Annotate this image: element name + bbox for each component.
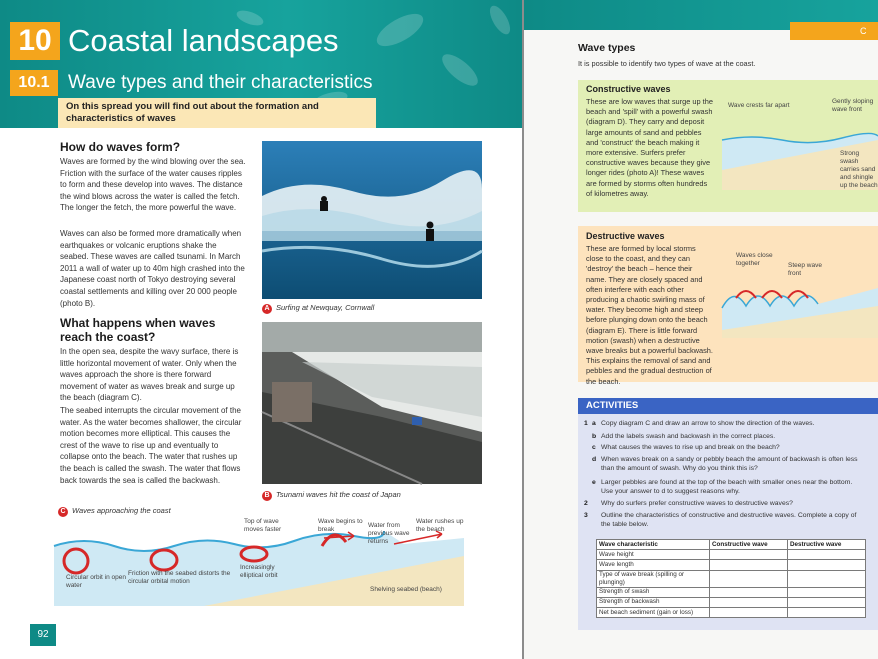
table-header-row bbox=[597, 540, 866, 550]
page-tab: C bbox=[790, 22, 878, 40]
wave-characteristics-table bbox=[596, 539, 866, 618]
paragraph-reach-1: In the open sea, despite the wavy surface, there is little horizontal movement of water. Only when the waves approach the shore is there forward movement of water as waves break and surge up the beach (diagram C). bbox=[60, 347, 239, 403]
surfing-photo-image bbox=[262, 141, 482, 299]
photo-a-surfing bbox=[262, 141, 482, 299]
activity-sub-letter: e bbox=[592, 479, 596, 486]
paragraph-form-1: Waves are formed by the wind blowing over the sea. Friction with the surface of the water causes ripples to form and these develop into waves. The distance the wind blows across the water is called the fetch. The longer the fetch, the more powerful the wave. bbox=[60, 157, 246, 213]
page-number: 92 bbox=[30, 624, 56, 646]
table-cell-characteristic: Type of wave break (spilling or plunging) bbox=[597, 570, 710, 587]
activity-text: Add the labels swash and backwash in the correct places. bbox=[601, 433, 776, 440]
intro-box: On this spread you will find out about the formation and characteristics of waves bbox=[58, 98, 376, 128]
activity-item bbox=[584, 500, 868, 509]
diagram-c-caption-text: Waves approaching the coast bbox=[72, 506, 171, 515]
photo-b-caption bbox=[262, 490, 401, 501]
destructive-title: Destructive waves bbox=[586, 231, 665, 241]
table-cell-characteristic: Wave height bbox=[597, 550, 710, 560]
activity-text: Why do surfers prefer constructive waves to destructive waves? bbox=[601, 500, 793, 507]
label-waves-close: Waves close together bbox=[736, 252, 773, 267]
section-title: Wave types and their characteristics bbox=[68, 72, 373, 93]
activity-text: Outline the characteristics of constructive and destructive waves. Complete a copy of the table below. bbox=[601, 512, 857, 528]
activity-item bbox=[584, 456, 868, 473]
table-cell-constructive bbox=[709, 560, 787, 570]
table-cell-destructive bbox=[787, 560, 865, 570]
table-row bbox=[597, 560, 866, 570]
tsunami-photo-image bbox=[262, 322, 482, 484]
photo-b-caption-text: Tsunami waves hit the coast of Japan bbox=[276, 490, 401, 499]
table-header: Wave characteristic bbox=[597, 540, 710, 550]
paragraph-form-2: Waves can also be formed more dramatically when earthquakes or volcanic eruptions shake the seabed. These waves are called tsunami. In March 2011 a wall of water up to 40m high crashed into the Japanese coast north of Tokyo destroying several coastal settlements and killing over 20 000 people (photo B). bbox=[60, 229, 245, 308]
label-strong-swash: Strong swash carries sand and shingle up the beach bbox=[840, 150, 878, 189]
heading-waves-reach-coast: What happens when waves reach the coast? bbox=[60, 316, 216, 344]
table-cell-destructive bbox=[787, 597, 865, 607]
photo-a-marker: A bbox=[262, 304, 272, 314]
photo-a-caption bbox=[262, 303, 374, 314]
table-row bbox=[597, 570, 866, 587]
activity-item bbox=[584, 512, 868, 529]
activity-number: 1 bbox=[584, 420, 588, 427]
section-number: 10.1 bbox=[10, 70, 58, 96]
activity-sub-letter: c bbox=[592, 444, 596, 451]
label-wave-begins: Wave begins to break bbox=[318, 518, 363, 533]
label-top-of-wave: Top of wave moves faster bbox=[244, 518, 282, 533]
constructive-title: Constructive waves bbox=[586, 84, 671, 94]
activity-number: 2 bbox=[584, 500, 588, 507]
table-cell-constructive bbox=[709, 587, 787, 597]
label-friction: Friction with the seabed distorts the circular orbital motion bbox=[128, 570, 231, 585]
table-cell-constructive bbox=[709, 607, 787, 617]
table-row bbox=[597, 597, 866, 607]
activity-item bbox=[584, 444, 868, 453]
table-cell-characteristic: Strength of backwash bbox=[597, 597, 710, 607]
activity-sub-letter: b bbox=[592, 433, 597, 440]
label-shelving-seabed: Shelving seabed (beach) bbox=[370, 586, 442, 593]
paragraph-wave-types: It is possible to identify two types of wave at the coast. bbox=[578, 59, 756, 68]
photo-b-marker: B bbox=[262, 491, 272, 501]
label-gently-sloping: Gently sloping wave front bbox=[832, 98, 874, 113]
chapter-title: Coastal landscapes bbox=[68, 23, 339, 58]
table-row bbox=[597, 550, 866, 560]
table-cell-constructive bbox=[709, 570, 787, 587]
diagram-c-marker: C bbox=[58, 507, 68, 517]
label-circular-orbit: Circular orbit in open water bbox=[66, 574, 126, 589]
diagram-e-destructive bbox=[722, 268, 878, 338]
activity-text: What causes the waves to rise up and break on the beach? bbox=[601, 444, 780, 451]
label-steep-front: Steep wave front bbox=[788, 262, 822, 277]
table-cell-characteristic: Wave length bbox=[597, 560, 710, 570]
heading-wave-types: Wave types bbox=[578, 42, 636, 54]
table-header: Constructive wave bbox=[709, 540, 787, 550]
table-row bbox=[597, 607, 866, 617]
table-cell-characteristic: Net beach sediment (gain or loss) bbox=[597, 607, 710, 617]
heading-how-waves-form: How do waves form? bbox=[60, 140, 181, 154]
table-cell-characteristic: Strength of swash bbox=[597, 587, 710, 597]
activity-sub-letter: d bbox=[592, 456, 597, 463]
photo-b-tsunami bbox=[262, 322, 482, 484]
activity-item bbox=[584, 479, 868, 496]
activity-sub-letter: a bbox=[592, 420, 596, 427]
table-cell-destructive bbox=[787, 607, 865, 617]
activity-text: Larger pebbles are found at the top of the beach with smaller ones near the bottom. Use your answer to d to suggest reasons why. bbox=[601, 479, 853, 495]
destructive-text-column: These are formed by local storms close to the coast, and they can 'destroy' the beach – hence their name. They are closely spaced and often interfere with each other producing a chaotic swirling mass of water. They become high and steep before plunging down onto the beach (diagram E). There is little forward motion (swash) when a destructive wave breaks but a powerful backwash. This explains the removal of sand and pebbles and the gradual destruction of the beach. bbox=[586, 244, 713, 386]
table-row bbox=[597, 587, 866, 597]
table-cell-constructive bbox=[709, 550, 787, 560]
label-wave-crests: Wave crests far apart bbox=[728, 102, 790, 109]
label-elliptical-orbit: Increasingly elliptical orbit bbox=[240, 564, 278, 579]
activity-text: Copy diagram C and draw an arrow to show the direction of the waves. bbox=[601, 420, 815, 427]
table-cell-destructive bbox=[787, 570, 865, 587]
table-cell-constructive bbox=[709, 597, 787, 607]
photo-a-caption-text: Surfing at Newquay, Cornwall bbox=[276, 303, 375, 312]
constructive-text: These are low waves that surge up the beach and 'spill' with a powerful swash (diagram D). They carry and deposit large amounts of sand and pebbles and 'construct' the beach making it more extensive. Surfers prefer constructive waves because they give longer rides (photo A)! These waves are formed by storms often hundreds of kilometres away. bbox=[586, 97, 713, 198]
activities-heading: ACTIVITIES bbox=[578, 398, 878, 414]
activity-item bbox=[584, 433, 868, 442]
table-header: Destructive wave bbox=[787, 540, 865, 550]
chapter-number: 10 bbox=[10, 22, 60, 60]
table-cell-destructive bbox=[787, 550, 865, 560]
table-cell-destructive bbox=[787, 587, 865, 597]
activity-text: When waves break on a sandy or pebbly beach the amount of backwash is often less than the amount of swash. Why do you think this is? bbox=[601, 456, 858, 472]
paragraph-reach-2: The seabed interrupts the circular movement of the water. As the water becomes shallower, the circular motion becomes more elliptical. This causes the crest of the wave to rise up and eventually to collapse onto the beach. The water that rushes up the beach is called the swash. The water that flows back towards the sea is called the backwash. bbox=[60, 406, 242, 485]
activity-item bbox=[584, 420, 868, 429]
label-water-from-previous: Water from previous wave returns bbox=[368, 522, 410, 545]
label-water-rushes: Water rushes up the beach bbox=[416, 518, 464, 533]
activity-number: 3 bbox=[584, 512, 588, 519]
